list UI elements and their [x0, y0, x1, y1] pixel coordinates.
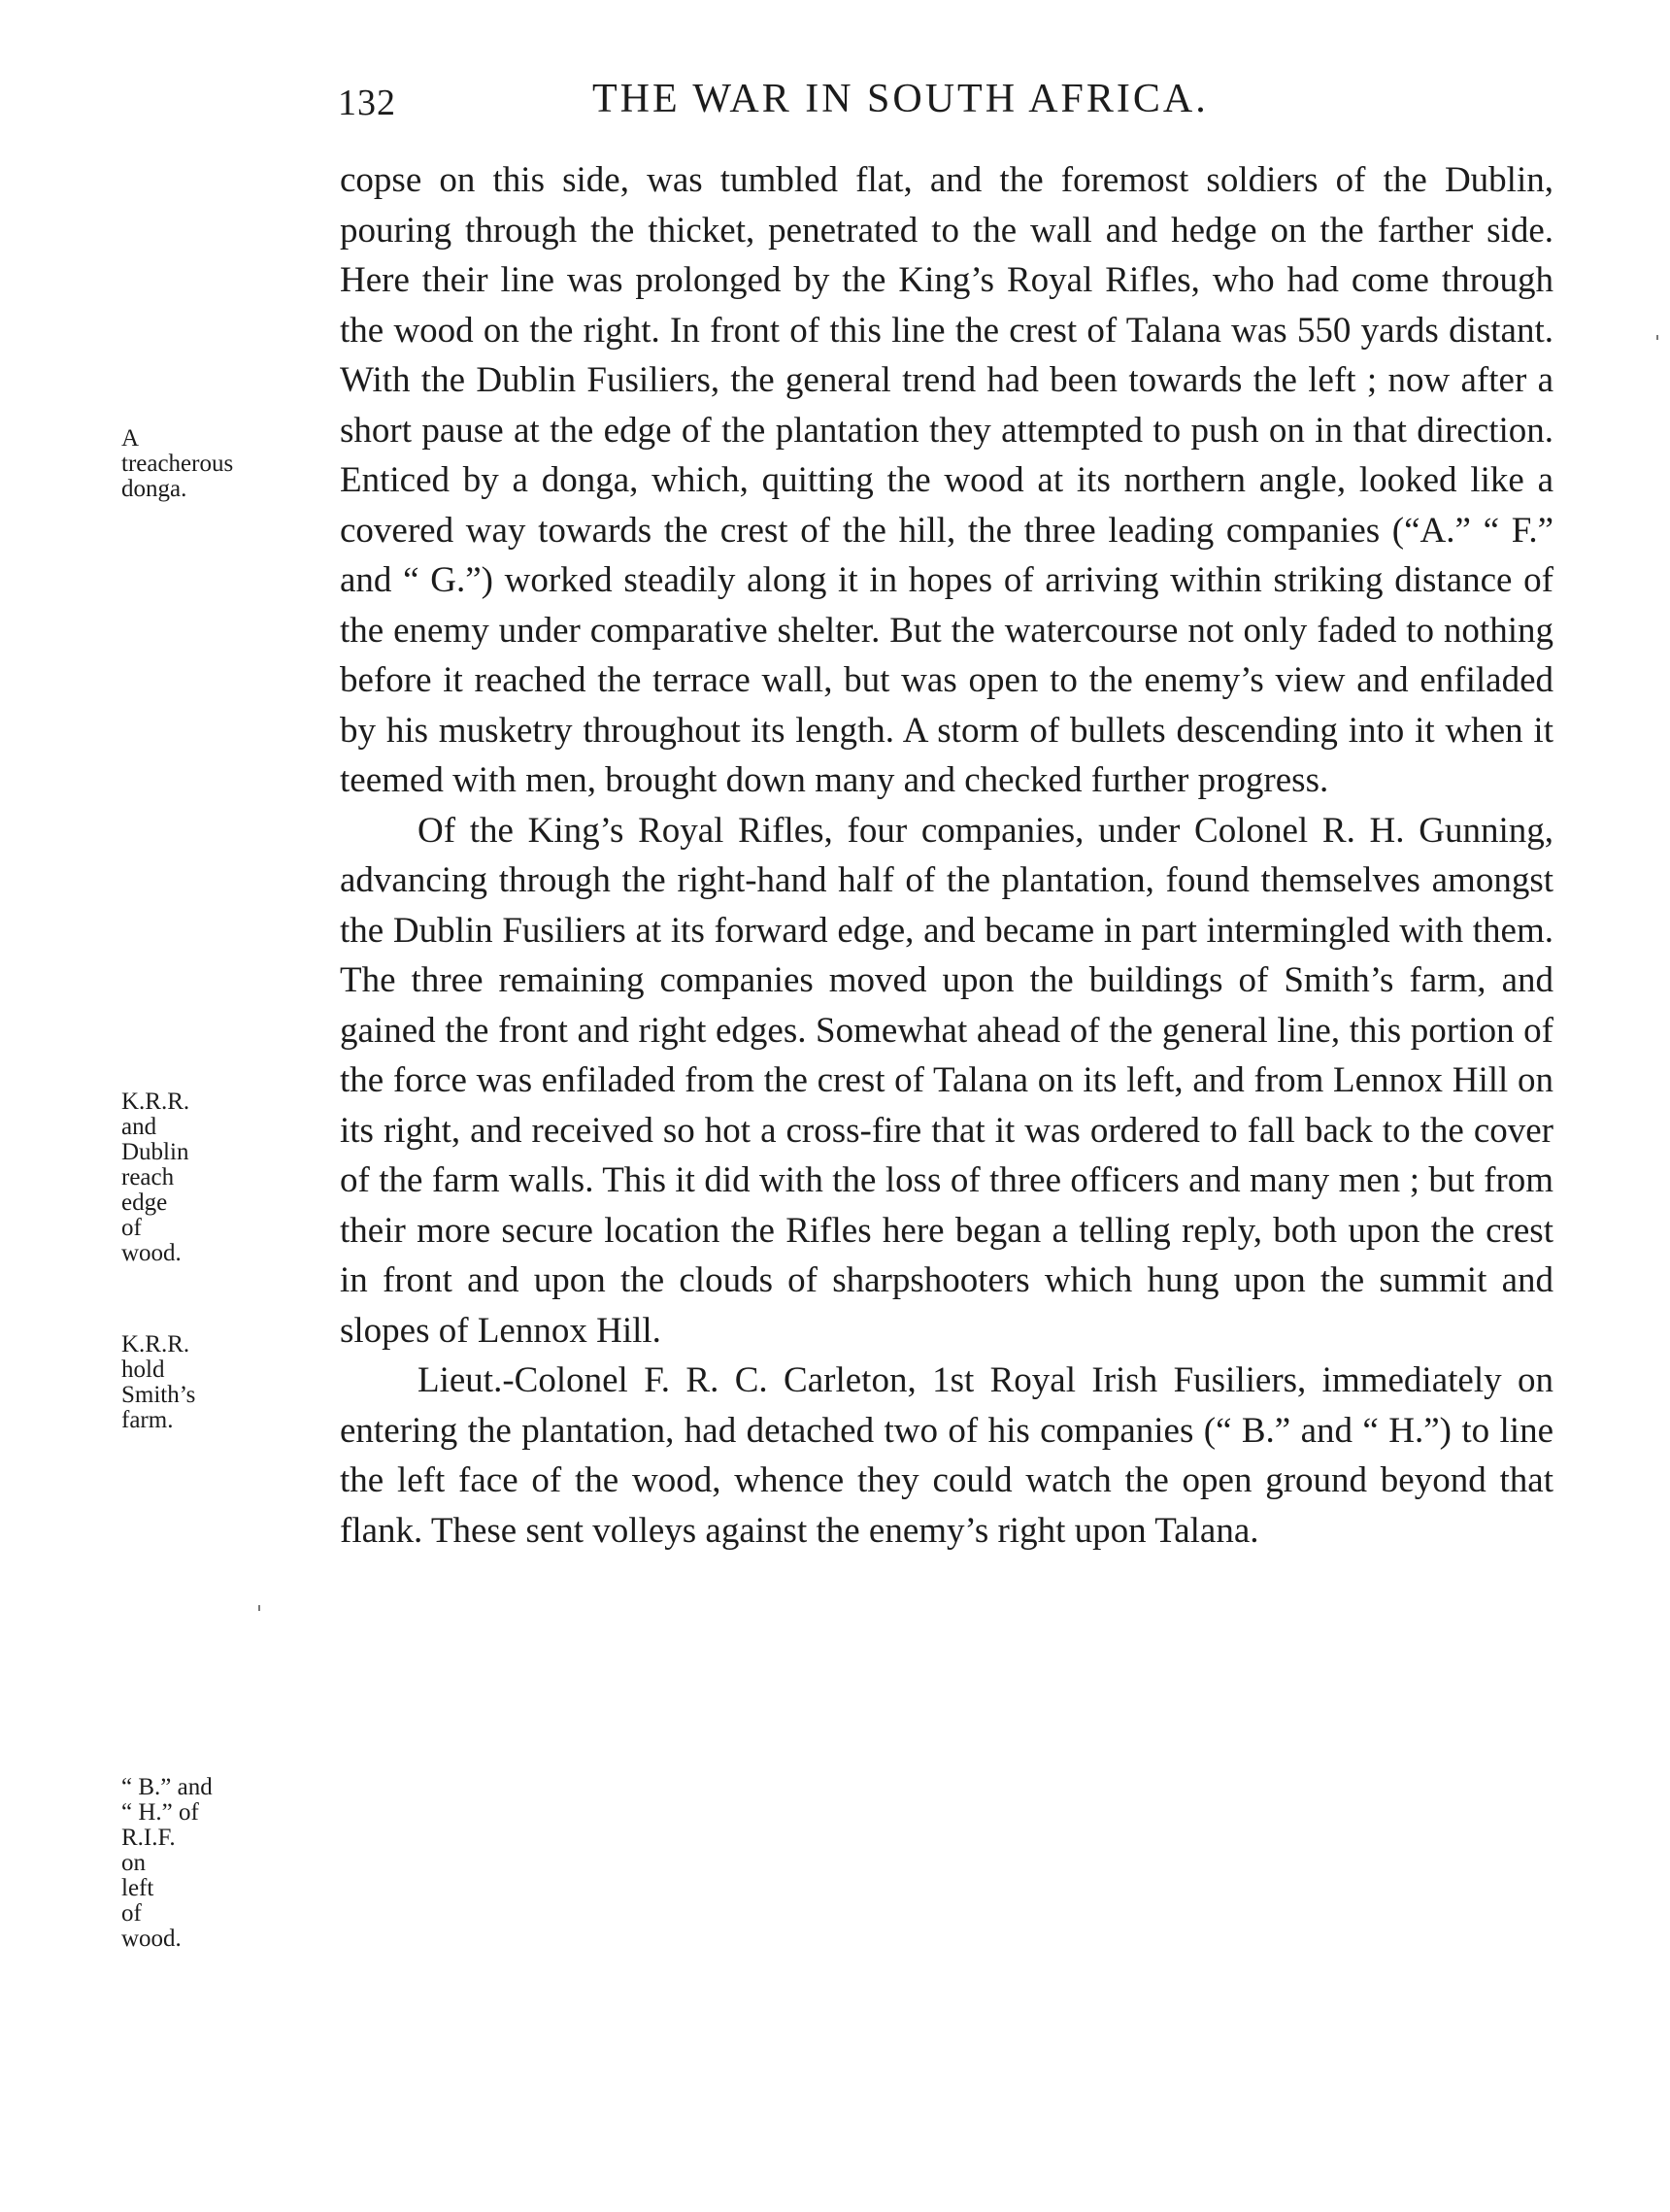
sidenote-line: K.R.R.	[121, 1089, 190, 1115]
sidenote-line: left	[121, 1875, 154, 1901]
paragraph-kings-royal-rifles: Of the King’s Royal Rifles, four companies, under Colonel R. H. Gunning, advancing through the right-hand half of the plantation, found themselves amongst the Dublin Fusiliers at its forward edge, and became in part intermingled with them. The three remaining companies moved upon the buildings of Smith’s farm, and gained the front and right edges. Somewhat ahead of the general line, this portion of the force was enfiladed from the crest of Talana on its left, and from Lennox Hill on its right, and received so hot a cross-fire that it was ordered to fall back to the cover of the farm walls. This it did with the loss of three officers and many men ; but from their more secure location the Rifles here began a telling reply, both upon the crest in front and upon the clouds of sharpshooters which hung upon the summit and slopes of Lennox Hill.	[340, 810, 1553, 1351]
sidenote-line: wood.	[121, 1240, 182, 1266]
sidenote-line: “ B.” and	[121, 1774, 213, 1800]
sidenote-treacherous-donga	[121, 426, 291, 502]
sidenote-line: of	[121, 1900, 142, 1927]
sidenote-line: A	[121, 425, 140, 452]
sidenote-line: and	[121, 1114, 157, 1140]
page-number: 132	[338, 83, 396, 123]
sidenote-rif-left-of-wood	[121, 1775, 291, 1952]
sidenote-line: Smith’s	[121, 1382, 196, 1408]
sidenote-line: reach	[121, 1164, 175, 1190]
sidenote-line: Dublin	[121, 1139, 189, 1165]
running-title: THE WAR IN SOUTH AFRICA.	[592, 77, 1209, 121]
sidenote-line: farm.	[121, 1407, 174, 1433]
sidenote-line: “ H.” of	[121, 1799, 199, 1826]
print-speck	[1656, 335, 1658, 340]
paragraph-royal-irish-fusiliers: Lieut.-Colonel F. R. C. Carleton, 1st Royal Irish Fusiliers, immediately on entering the plantation, had detached two of his companies (“ B.” and “ H.”) to line the left face of the wood, whence they could watch the open ground beyond that flank. These sent volleys against the enemy’s right upon Talana.	[340, 1360, 1553, 1551]
paragraph-dublin-advance: copse on this side, was tumbled flat, and the foremost soldiers of the Dublin, pouring through the thicket, penetrated to the wall and hedge on the farther side. Here their line was prolonged by the King’s Royal Rifles, who had come through the wood on the right. In front of this line the crest of Talana was 550 yards distant. With the Dublin Fusiliers, the general trend had been towards the left ; now after a short pause at the edge of the plantation they attempted to push on in that direction. Enticed by a donga, which, quitting the wood at its northern angle, looked like a covered way towards the crest of the hill, the three leading companies (“A.” “ F.” and “ G.”) worked steadily along it in hopes of arriving within striking distance of the enemy under comparative shelter. But the watercourse not only faded to nothing before it reached the terrace wall, but was open to the enemy’s view and enfiladed by his musketry throughout its length. A storm of bullets descending into it when it teemed with men, brought down many and checked further progress.	[340, 160, 1553, 800]
sidenote-line: hold	[121, 1357, 165, 1383]
body-text	[340, 155, 1553, 1556]
sidenote-line: of	[121, 1215, 142, 1241]
sidenote-line: treacherous	[121, 451, 234, 477]
sidenote-line: wood.	[121, 1926, 182, 1952]
sidenote-line: R.I.F.	[121, 1825, 176, 1851]
sidenote-krr-dublin-reach-edge	[121, 1089, 291, 1266]
sidenote-line: donga.	[121, 476, 187, 502]
print-speck	[258, 1605, 260, 1611]
running-head	[330, 76, 1553, 134]
sidenote-line: K.R.R.	[121, 1331, 190, 1357]
sidenote-krr-hold-smiths-farm	[121, 1332, 291, 1433]
sidenote-line: edge	[121, 1190, 168, 1216]
sidenote-line: on	[121, 1850, 146, 1876]
